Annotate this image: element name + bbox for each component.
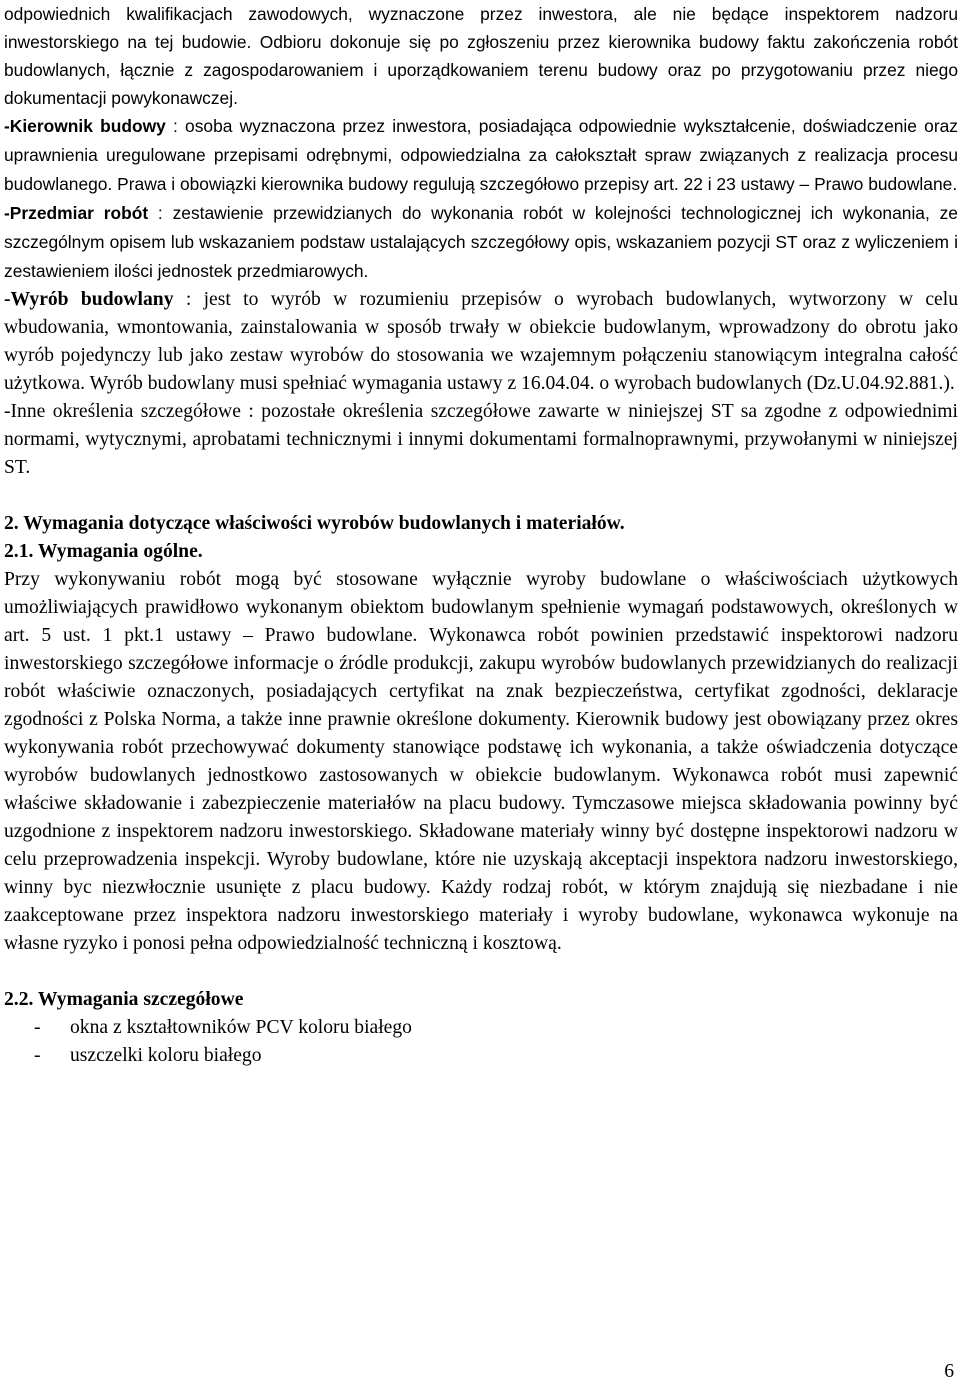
definition-term: -Wyrób budowlany <box>4 289 174 310</box>
page-number: 6 <box>944 1361 954 1382</box>
list-dash: - <box>34 1017 41 1038</box>
section-2-1-heading: 2.1. Wymagania ogólne. <box>4 541 203 562</box>
definition-text: : zestawienie przewidzianych do wykonania robót w kolejności technologicznej ich wykonania, ze szczególnym opisem lub wskazaniem podstaw ustalających szczegółowy opis, wskazaniem pozycji ST oraz z wyliczeniem i zestawieniem ilości jednostek przedmiarowych. <box>4 203 958 281</box>
list-item <box>4 1042 958 1070</box>
intro-paragraph: odpowiednich kwalifikacjach zawodowych, wyznaczone przez inwestora, ale nie będące inspektorem nadzoru inwestorskiego na tej budowie. Odbioru dokonuje się po zgłoszeniu przez kierownika budowy faktu zakończenia robót budowlanych, łącznie z zagospodarowaniem i uporządkowaniem terenu budowy oraz po przygotowaniu przez niego dokumentacji powykonawczej. <box>4 4 958 108</box>
document-page <box>4 0 958 1070</box>
definition-text: : jest to wyrób w rozumieniu przepisów o wyrobach budowlanych, wytworzony w celu wbudowania, wmontowania, zainstalowania w sposób trwały w obiekcie budowlanym, wprowadzony do obrotu jako wyrób pojedynczy lub jako zestaw wyrobów do stosowania we wzajemnym połączeniu stanowiącym integralna całość użytkowa. Wyrób budowlany musi spełniać wymagania ustawy z 16.04.04. o wyrobach budowlanych (Dz.U.04.92.881.). <box>4 289 958 394</box>
spacer <box>4 958 958 986</box>
definition-wyrob-budowlany <box>4 286 958 398</box>
definition-text: : osoba wyznaczona przez inwestora, posiadająca odpowiednie wykształcenie, doświadczenie oraz uprawnienia uregulowane przepisami odrębnymi, odpowiedzialna za całokształt spraw związanych z realizacja procesu budowlanego. Prawa i obowiązki kierownika budowy regulują szczegółowo przepisy art. 22 i 23 ustawy – Prawo budowlane. <box>4 116 958 194</box>
spacer <box>4 482 958 510</box>
list-item-text: uszczelki koloru białego <box>70 1045 262 1066</box>
list-item-text: okna z kształtowników PCV koloru białego <box>70 1017 412 1038</box>
definition-przedmiar-robot <box>4 199 958 286</box>
section-2-1-body: Przy wykonywaniu robót mogą być stosowane wyłącznie wyroby budowlane o właściwościach użytkowych umożliwiających prawidłowo wykonanym obiektom budowlanym spełnienie wymagań podstawowych, określonych w art. 5 ust. 1 pkt.1 ustawy – Prawo budowlane. Wykonawca robót powinien przedstawić inspektorowi nadzoru inwestorskiego szczegółowe informacje o źródle produkcji, zakupu wyrobów budowlanych przewidzianych do realizacji robót właściwie oznaczonych, posiadających certyfikat na znak bezpieczeństwa, certyfikat zgodności, deklaracje zgodności z Polska Norma, a także inne prawnie określone dokumenty. Kierownik budowy jest obowiązany przez okres wykonywania robót przechowywać dokumenty stanowiące podstawę ich wykonania, a także oświadczenia dotyczące wyrobów budowlanych jednostkowo zastosowanych w obiekcie budowlanym. Wykonawca robót musi zapewnić właściwe składowanie i zabezpieczenie materiałów na placu budowy. Tymczasowe miejsca składowania powinny być uzgodnione z inspektorem nadzoru inwestorskiego. Składowane materiały winny być dostępne inspektorowi nadzoru w celu przeprowadzenia inspekcji. Wyroby budowlane, które nie uzyskają akceptacji inspektora nadzoru inwestorskiego, winny byc niezwłocznie usunięte z placu budowy. Każdy rodzaj robót, w którym znajdują się niezbadane i nie zaakceptowane przez inspektora nadzoru inwestorskiego materiały i wyroby budowlane, wykonawca wykonuje na własne ryzyko i ponosi pełna odpowiedzialność techniczną i kosztową. <box>4 569 958 954</box>
section-2-2-heading: 2.2. Wymagania szczegółowe <box>4 989 244 1010</box>
definition-term: -Przedmiar robót <box>4 203 149 223</box>
definition-inne-okreslenia: -Inne określenia szczegółowe : pozostałe określenia szczegółowe zawarte w niniejszej ST sa zgodne z odpowiednimi normami, wytycznymi, aprobatami technicznymi i innymi dokumentami formalnoprawnymi, przywołanymi w niniejszej ST. <box>4 401 958 478</box>
definition-kierownik-budowy <box>4 112 958 199</box>
list-dash: - <box>34 1045 41 1066</box>
section-2-heading: 2. Wymagania dotyczące właściwości wyrobów budowlanych i materiałów. <box>4 513 625 534</box>
definition-term: -Kierownik budowy <box>4 116 166 136</box>
list-item <box>4 1014 958 1042</box>
